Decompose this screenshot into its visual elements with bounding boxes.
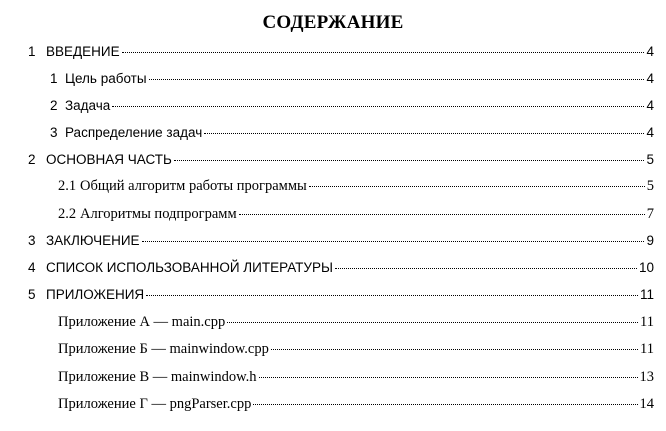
toc-entry-appendix-a <box>58 314 654 334</box>
toc-entry-number: 4 <box>28 260 36 275</box>
toc-entry-number: 1 <box>28 44 36 59</box>
toc-entry-page: 4 <box>646 44 654 59</box>
toc-entry-appendix-b <box>58 341 654 361</box>
toc-entry-general-algorithm <box>58 178 654 198</box>
toc-entry-page: 7 <box>646 206 654 222</box>
toc-entry-appendices <box>28 287 654 307</box>
toc-entry-label: Приложение В — mainwindow.h <box>58 369 257 385</box>
toc-entry-page: 4 <box>646 125 654 140</box>
toc-dot-leader <box>253 404 637 405</box>
toc-entry-task-distribution <box>50 125 654 145</box>
toc-dot-leader <box>335 268 637 269</box>
toc-entry-label: Задача <box>65 98 111 113</box>
toc-entry-label: ВВЕДЕНИЕ <box>46 44 120 59</box>
toc-entry-label: ОСНОВНАЯ ЧАСТЬ <box>46 152 172 167</box>
toc-dot-leader <box>259 377 638 378</box>
toc-entry-label: Распределение задач <box>65 125 203 140</box>
toc-entry-appendix-v <box>58 369 654 389</box>
toc-entry-number: 2 <box>28 152 36 167</box>
toc-entry-number: 2 <box>50 98 58 113</box>
toc-entry-number: 2.1 <box>58 178 77 194</box>
toc-entry-label: Алгоритмы подпрограмм <box>80 206 237 222</box>
toc-dot-leader <box>122 52 645 53</box>
toc-entry-task <box>50 98 654 118</box>
toc-entry-number: 5 <box>28 287 36 302</box>
toc-dot-leader <box>227 322 638 323</box>
toc-entry-page: 11 <box>639 287 654 302</box>
toc-entry-label: Цель работы <box>65 71 147 86</box>
toc-entry-goal <box>50 71 654 91</box>
toc-entry-page: 14 <box>639 396 654 412</box>
toc-dot-leader <box>146 295 638 296</box>
toc-dot-leader <box>271 349 638 350</box>
toc-entry-number: 3 <box>28 233 36 248</box>
toc-dot-leader <box>174 160 645 161</box>
toc-entry-subroutine-algorithms <box>58 206 654 226</box>
toc-entry-page: 10 <box>638 260 654 275</box>
toc-entry-references <box>28 260 654 280</box>
toc-entry-number: 2.2 <box>58 206 77 222</box>
toc-entry-appendix-g <box>58 396 654 416</box>
toc-title: СОДЕРЖАНИЕ <box>262 12 404 33</box>
toc-entry-page: 5 <box>646 152 654 167</box>
toc-entry-page: 9 <box>646 233 654 248</box>
toc-dot-leader <box>309 186 645 187</box>
toc-entry-introduction <box>28 44 654 64</box>
toc-entry-label: Приложение А — main.cpp <box>58 314 226 330</box>
toc-entry-label: Общий алгоритм работы программы <box>80 178 307 194</box>
toc-entry-number: 1 <box>50 71 58 86</box>
toc-entry-page: 4 <box>646 71 654 86</box>
toc-entry-page: 5 <box>646 178 654 194</box>
toc-dot-leader <box>112 106 644 107</box>
toc-dot-leader <box>204 133 644 134</box>
toc-entry-number: 3 <box>50 125 58 140</box>
toc-dot-leader <box>149 79 645 80</box>
toc-entry-page: 11 <box>640 314 654 330</box>
toc-entry-page: 13 <box>639 369 654 385</box>
toc-entry-label: ПРИЛОЖЕНИЯ <box>46 287 145 302</box>
toc-entry-label: Приложение Б — mainwindow.cpp <box>58 341 269 357</box>
toc-entry-page: 11 <box>640 341 654 357</box>
toc-entry-label: Приложение Г — pngParser.cpp <box>58 396 252 412</box>
toc-dot-leader <box>239 214 645 215</box>
toc-entry-label: ЗАКЛЮЧЕНИЕ <box>46 233 140 248</box>
toc-dot-leader <box>142 241 645 242</box>
toc-entry-label: СПИСОК ИСПОЛЬЗОВАННОЙ ЛИТЕРАТУРЫ <box>46 260 333 275</box>
toc-entry-conclusion <box>28 233 654 253</box>
toc-entry-page: 4 <box>646 98 654 113</box>
toc-entry-main-part <box>28 152 654 172</box>
